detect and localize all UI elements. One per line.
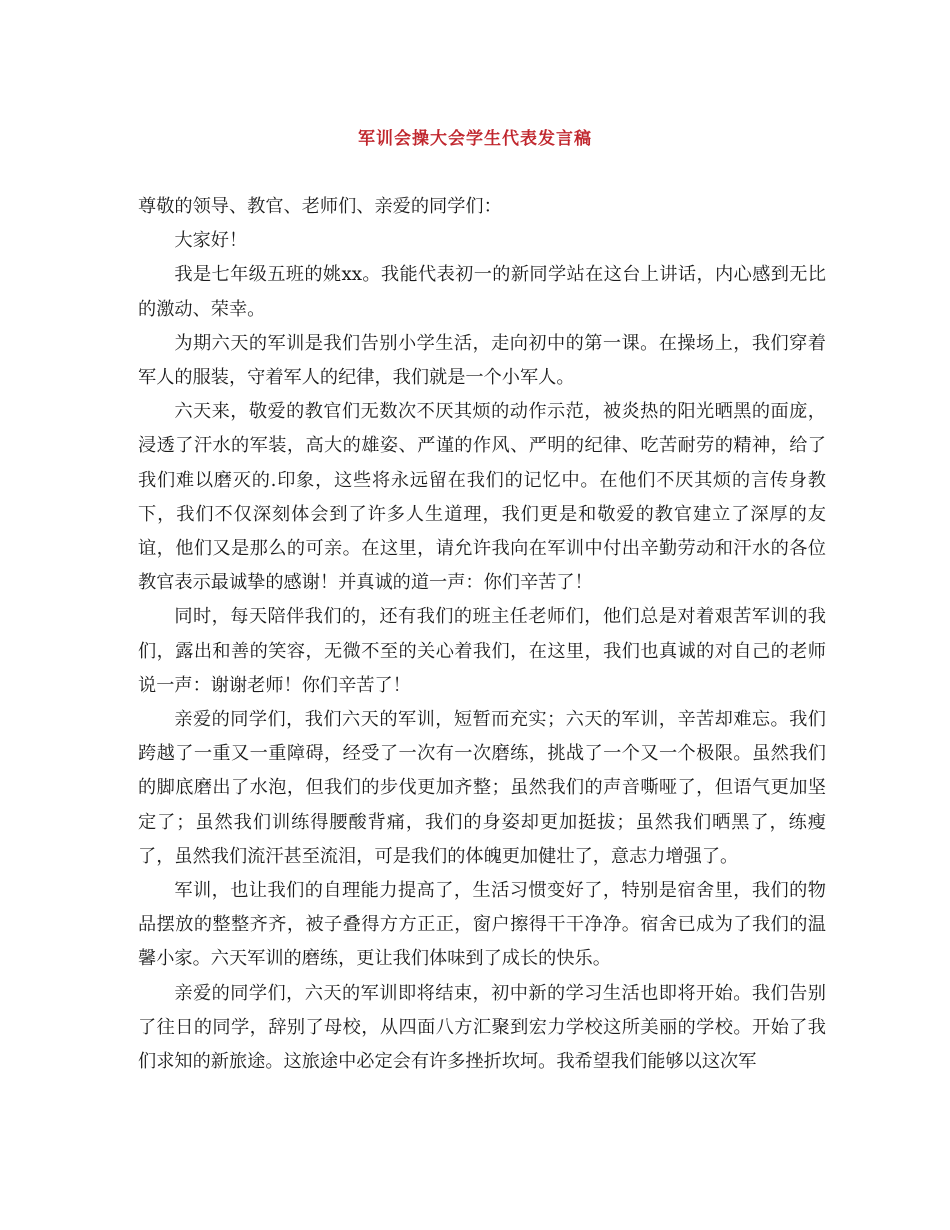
salutation: 尊敬的领导、教官、老师们、亲爱的同学们： [138,196,502,217]
paragraph-six-days: 亲爱的同学们，我们六天的军训，短暂而充实；六天的军训，辛苦却难忘。我们跨越了一重又一重障碍，经受了一次有一次磨练，挑战了一个又一个极限。虽然我们的脚底磨出了水泡，但我们的步伐更加齐整；虽然我们的声音嘶哑了，但语气更加坚定了；虽然我们训练得腰酸背痛，我们的身姿却更加挺拔；虽然我们晒黑了，练瘦了，虽然我们流汗甚至流泪，可是我们的体魄更加健壮了，意志力增强了。 [138,709,826,867]
paragraph-teachers: 同时，每天陪伴我们的，还有我们的班主任老师们，他们总是对着艰苦军训的我们，露出和善的笑容，无微不至的关心着我们，在这里，我们也真诚的对自己的老师说一声：谢谢老师！你们辛苦了！ [138,606,826,696]
paragraph-instructors: 六天来，敬爱的教官们无数次不厌其烦的动作示范，被炎热的阳光晒黑的面庞，浸透了汗水的军装，高大的雄姿、严谨的作风、严明的纪律、吃苦耐劳的精神，给了我们难以磨灭的.印象，这些将永远留在我们的记忆中。在他们不厌其烦的言传身教下，我们不仅深刻体会到了许多人生道理，我们更是和敬爱的教官建立了深厚的友谊，他们又是那么的可亲。在这里，请允许我向在军训中付出辛勤劳动和汗水的各位教官表示最诚挚的感谢！并真诚的道一声：你们辛苦了！ [138,401,826,594]
document-body [138,190,826,1079]
paragraph-self-care: 军训，也让我们的自理能力提高了，生活习惯变好了，特别是宿舍里，我们的物品摆放的整整齐齐，被子叠得方方正正，窗户擦得干干净净。宿舍已成为了我们的温馨小家。六天军训的磨练，更让我们体味到了成长的快乐。 [138,880,826,970]
paragraph-greeting: 大家好！ [174,230,248,252]
paragraph-introduction: 我是七年级五班的姚xx。我能代表初一的新同学站在这台上讲话，内心感到无比的激动、荣幸。 [138,264,826,320]
paragraph-new-journey: 亲爱的同学们，六天的军训即将结束，初中新的学习生活也即将开始。我们告别了往日的同学，辞别了母校，从四面八方汇聚到宏力学校这所美丽的学校。开始了我们求知的新旅途。这旅途中必定会有许多挫折坎坷。我希望我们能够以这次军 [138,982,826,1073]
page-title: 军训会操大会学生代表发言稿 [358,129,592,149]
paragraph-first-lesson: 为期六天的军训是我们告别小学生活，走向初中的第一课。在操场上，我们穿着军人的服装，守着军人的纪律，我们就是一个小军人。 [138,332,826,389]
